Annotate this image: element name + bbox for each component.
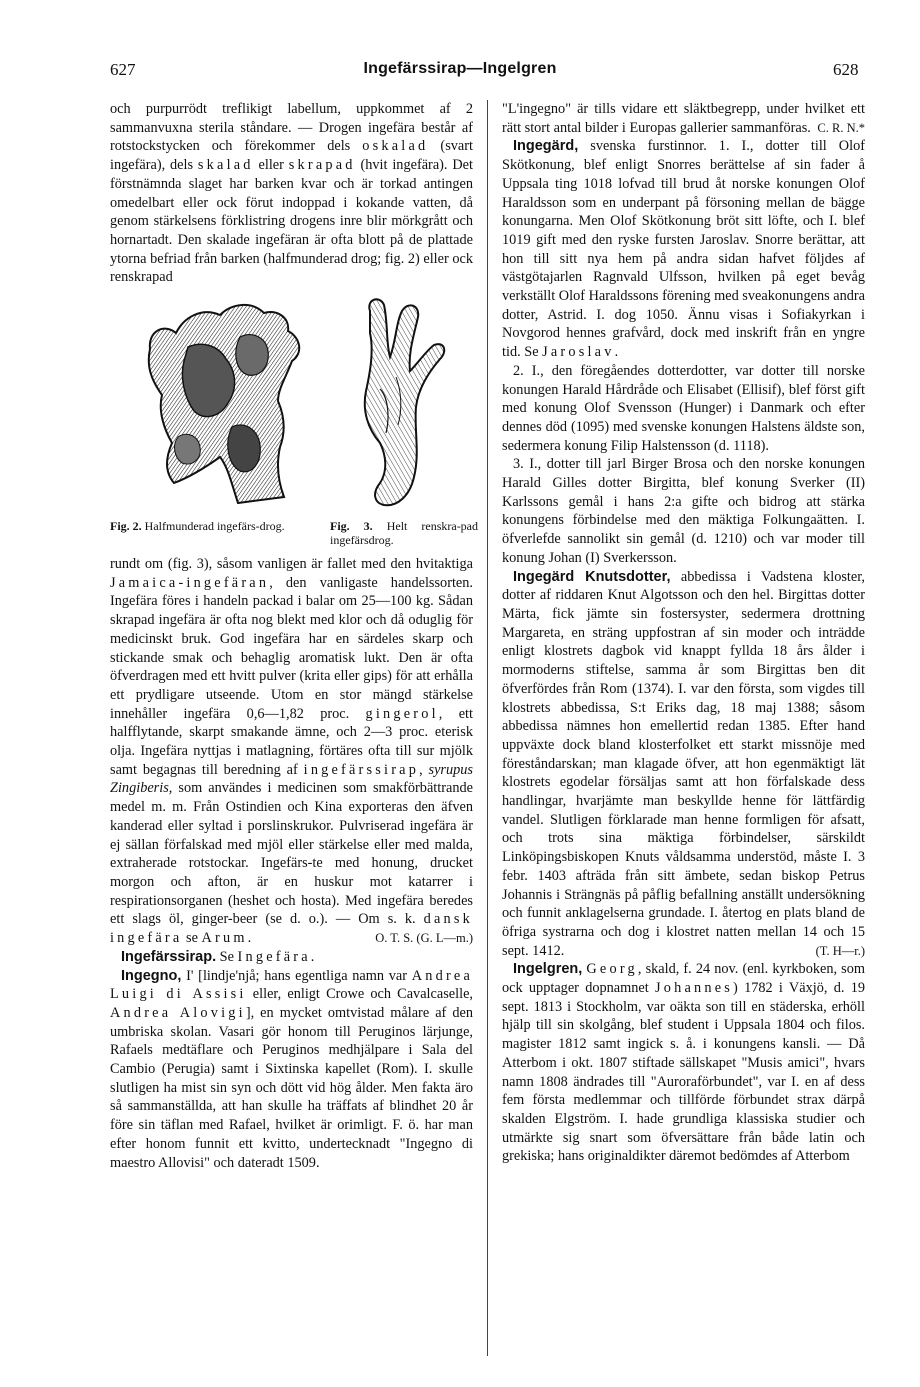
left-column xyxy=(110,100,479,1172)
author-signature: (T. H—r.) xyxy=(815,943,865,958)
author-signature: C. R. N.* xyxy=(817,120,865,135)
paragraph: rundt om (fig. 3), såsom vanligen är fallet med den hvitaktiga Jamaica-ingefäran, den vanligaste handelssorten. Ingefära föres i handeln packad i balar om 25—100 kg. Sådan skrapad ingefära är ofta nog blekt med klor och då oduglig för medicinskt bruk. God ingefära har en särdeles skarp och stickande smak och behaglig aromatisk lukt. Den är ofta öfverdragen med ett hvitt pulver (krita eller gips) för att erhålla ett prydligare utseende. Utom en stor mängd stärkelse innehåller ingefära 0,6—1,82 proc. gingerol, ett halfflytande, skarpt smakande ämne, och 2—3 proc. eterisk olja. Ingefära nyttjas i matlagning, förtäres ofta till sur mjölk samt begagnas till beredning af ingefärssirap, syrupus Zingiberis, som användes i medicinen som smakförbättrande medel m. m. Från Ostindien och Kina exporteras den äfven kanderad eller syltad i porslinskrukor. Pulvriserad ingefära är ej sällan förfalskad med mjöl eller stärkelse eller med malda, extraherade rotstockar. Ingefärs-te med honung, drucket morgon och afton, är en huskur mot katarrer i respirationsorganen (heshet och hosta). Med ingefära beredes ett slags öl, ginger-beer (se d. o.). — Om s. k. dansk ingefära se Arum. O. T. S. (G. L—m.) xyxy=(110,556,473,947)
column-divider xyxy=(487,100,488,1356)
figure-group xyxy=(110,293,479,555)
ginger-root-peeled-illustration xyxy=(340,293,450,513)
page-number-left: 627 xyxy=(110,60,136,79)
author-signature: O. T. S. (G. L—m.) xyxy=(375,931,473,946)
entry-ingefarssirap: Ingefärssirap. Se Ingefära. xyxy=(121,948,315,965)
headword: Ingegärd, xyxy=(513,138,579,155)
paragraph: 2. I., den föregåendes dotterdotter, var dotter till norske konungen Harald Hårdråde och Elisabet (Ellisif), blef först gift med konung Olof Svensson (Hunger) i Danmark och efter dennes död (1095) med svenske konungen Halstens äldste son, sedermera konung Filip Halstensson (d. 1118). xyxy=(502,362,865,454)
ginger-root-half-peeled-illustration xyxy=(128,297,316,507)
headword: Ingefärssirap. xyxy=(121,948,217,965)
page-header xyxy=(0,60,920,84)
paragraph: och purpurrödt treflikigt labellum, uppkommet af 2 sammanvuxna sterila ståndare. — Drogen ingefära består af rotstockstycken och förekommer dels oskalad (svart ingefära), dels skalad eller skrapad (hvit ingefära). Det förstnämnda slaget har barken kvar och är torkad antingen omedelbart eller ock förut indoppad i kokande vatten, då genom stärkelsens förklistring drogens inre blir mörkgrått och hornartadt. Den skalade ingefäran är ofta blott på de plattade ytorna befriad från barken (halfmunderad drog; fig. 2) eller ock renskrapad xyxy=(110,101,473,286)
right-column xyxy=(502,100,865,1166)
paragraph: 3. I., dotter till jarl Birger Brosa och den norske konungen Harald Gilles dotter Birgitta, blef konung Sverker (II) Karlssons gemål i hans 2:a gifte och bidrog att stärka konungens förbindelse med den mäktiga Folkungaätten. I. öfverlefde sannolikt sin gemål (d. 1210) och var moder till konung Johan (I) Sverkersson. xyxy=(502,456,865,566)
headword: Ingegärd Knutsdotter, xyxy=(513,568,671,585)
entry-ingegard: Ingegärd, svenska furstinnor. 1. I., dotter till Olof Skötkonung, blef enligt Snorres berättelse af sin fader å Uppsala ting 1018 lofvad till brud åt norske konungen Olof Haraldsson som en underpant på försoning mellan de bägge konungarna. Men Olof Skötkonung bröt sitt löfte, och I. blef 1019 gift med den ryske fursten Jaroslav. Snorre berättar, att hon till sitt nya hem på andra sidan hafvet följdes af västgötajarlen Ragnvald Ulfsson, hvilken på eget bevåg verkställt Olof Haraldssons förening med sveakonungens andra dotter, Astrid. I. dog 1050. Ännu visas i Sofiakyrkan i Novgorod hennes grafvård, dock med inskrift från en yngre tid. Se Jaroslav. xyxy=(502,138,865,361)
entry-ingegno: Ingegno, I' [lindje'njå; hans egentliga namn var Andrea Luigi di Assisi eller, enligt Crowe och Cavalcaselle, Andrea Alovigi], en mycket omtvistad målare af den umbriska skolan. Vasari gör honom till Peruginos lärjunge, Rafaels medtäflare och Peruginos medhjälpare i Sala del Cambio (Perugia) samt i Sixtinska kapellet (Rom). I. skulle slutligen ha mist sin syn och dött vid hög ålder. Men fakta äro så sammanställda, att han skulle ha träffats af blindhet 20 år före sin täflan med Rafael, hvilket är orimligt. F. ö. har man efter honom funnit ett kvitto, undertecknadt "Ingegno di maestro Allovisi" och dateradt 1509. xyxy=(110,967,473,1171)
headword: Ingegno, xyxy=(121,967,182,984)
paragraph: "L'ingegno" är tills vidare ett släktbegrepp, under hvilket ett rätt stort antal bilder i Europas gallerier sammanföras. C. R. N.* xyxy=(502,101,865,136)
page-number-right: 628 xyxy=(833,60,859,79)
figure-3-caption: Fig. 3. Helt renskra-pad ingefärsdrog. xyxy=(330,519,479,548)
entry-ingelgren: Ingelgren, Georg, skald, f. 24 nov. (enl. kyrkboken, som ock upptager dopnamnet Johannes) 1782 i Växjö, d. 19 sept. 1813 i Stockholm, var oäkta son till en städerska, erhöll hjälp till sin skolgång, blef student i Uppsala 1804 och filos. magister 1812 samt ingick s. å. i konungens kansli. — Då Atterbom i okt. 1807 stiftade sällskapet "Musis amici", hvars namn 1808 ändrades till "Auroraförbundet", var I. en af dess fem första medlemmar och tillförde förbundet strax därpå skalden Elgström. I. hade grundliga klassiska studier och utmärkte sig snart som öfversättare från både latin och grekiska; hans originaldikter däremot bedömdes af Atterbom xyxy=(502,961,865,1165)
headword: Ingelgren, xyxy=(513,961,583,978)
entry-ingegard-knutsdotter: Ingegärd Knutsdotter, abbedissa i Vadstena kloster, dotter af riddaren Knut Algotsson och den hel. Birgittas dotter Märta, fick jämte sin fostersyster, sedermera drottning Margareta, en sträng uppfostran af sin moder och inträdde enligt klostrets dagbok vid knappt fyllda 18 års ålder i mormoderns stiftelse, samma år som Birgittas ben dit öfverfördes från Rom (1374). I. var den första, som vigdes till klostrets abbedissa, S:t Eriks dag, 18 maj 1388; såsom abbedissa nämnes hon emellertid redan 1385. Efter hand uppväxte dock bland klosterfolket ett starkt missnöje med föreståndarskan; man klagade öfver, att hon egenmäktigt lät klostrets egodelar försäljas samt att hon förfalskade dess handlingar, hvarjämte man beskyllde henne för lättfärdig vandel. Slutligen förklarade man henne formligen för afsatt, och trots sina mäktiga förbindelser, särskildt Linköpingsbiskopen Knuts våldsamma understöd, måste I. 3 febr. 1403 afträda från sitt ämbete, sedan biskop Petrus Johannis i Strängnäs på påflig befallning anställt undersökning och funnit anklagelserna grundade. I. återtog en plats bland de öfriga systrarna och dog i klostret natten mellan 14 och 15 sept. 1412. (T. H—r.) xyxy=(502,568,865,959)
figure-2-caption: Fig. 2. Halfmunderad ingefärs-drog. xyxy=(110,519,285,534)
running-title: Ingefärssirap—Ingelgren xyxy=(363,60,557,77)
